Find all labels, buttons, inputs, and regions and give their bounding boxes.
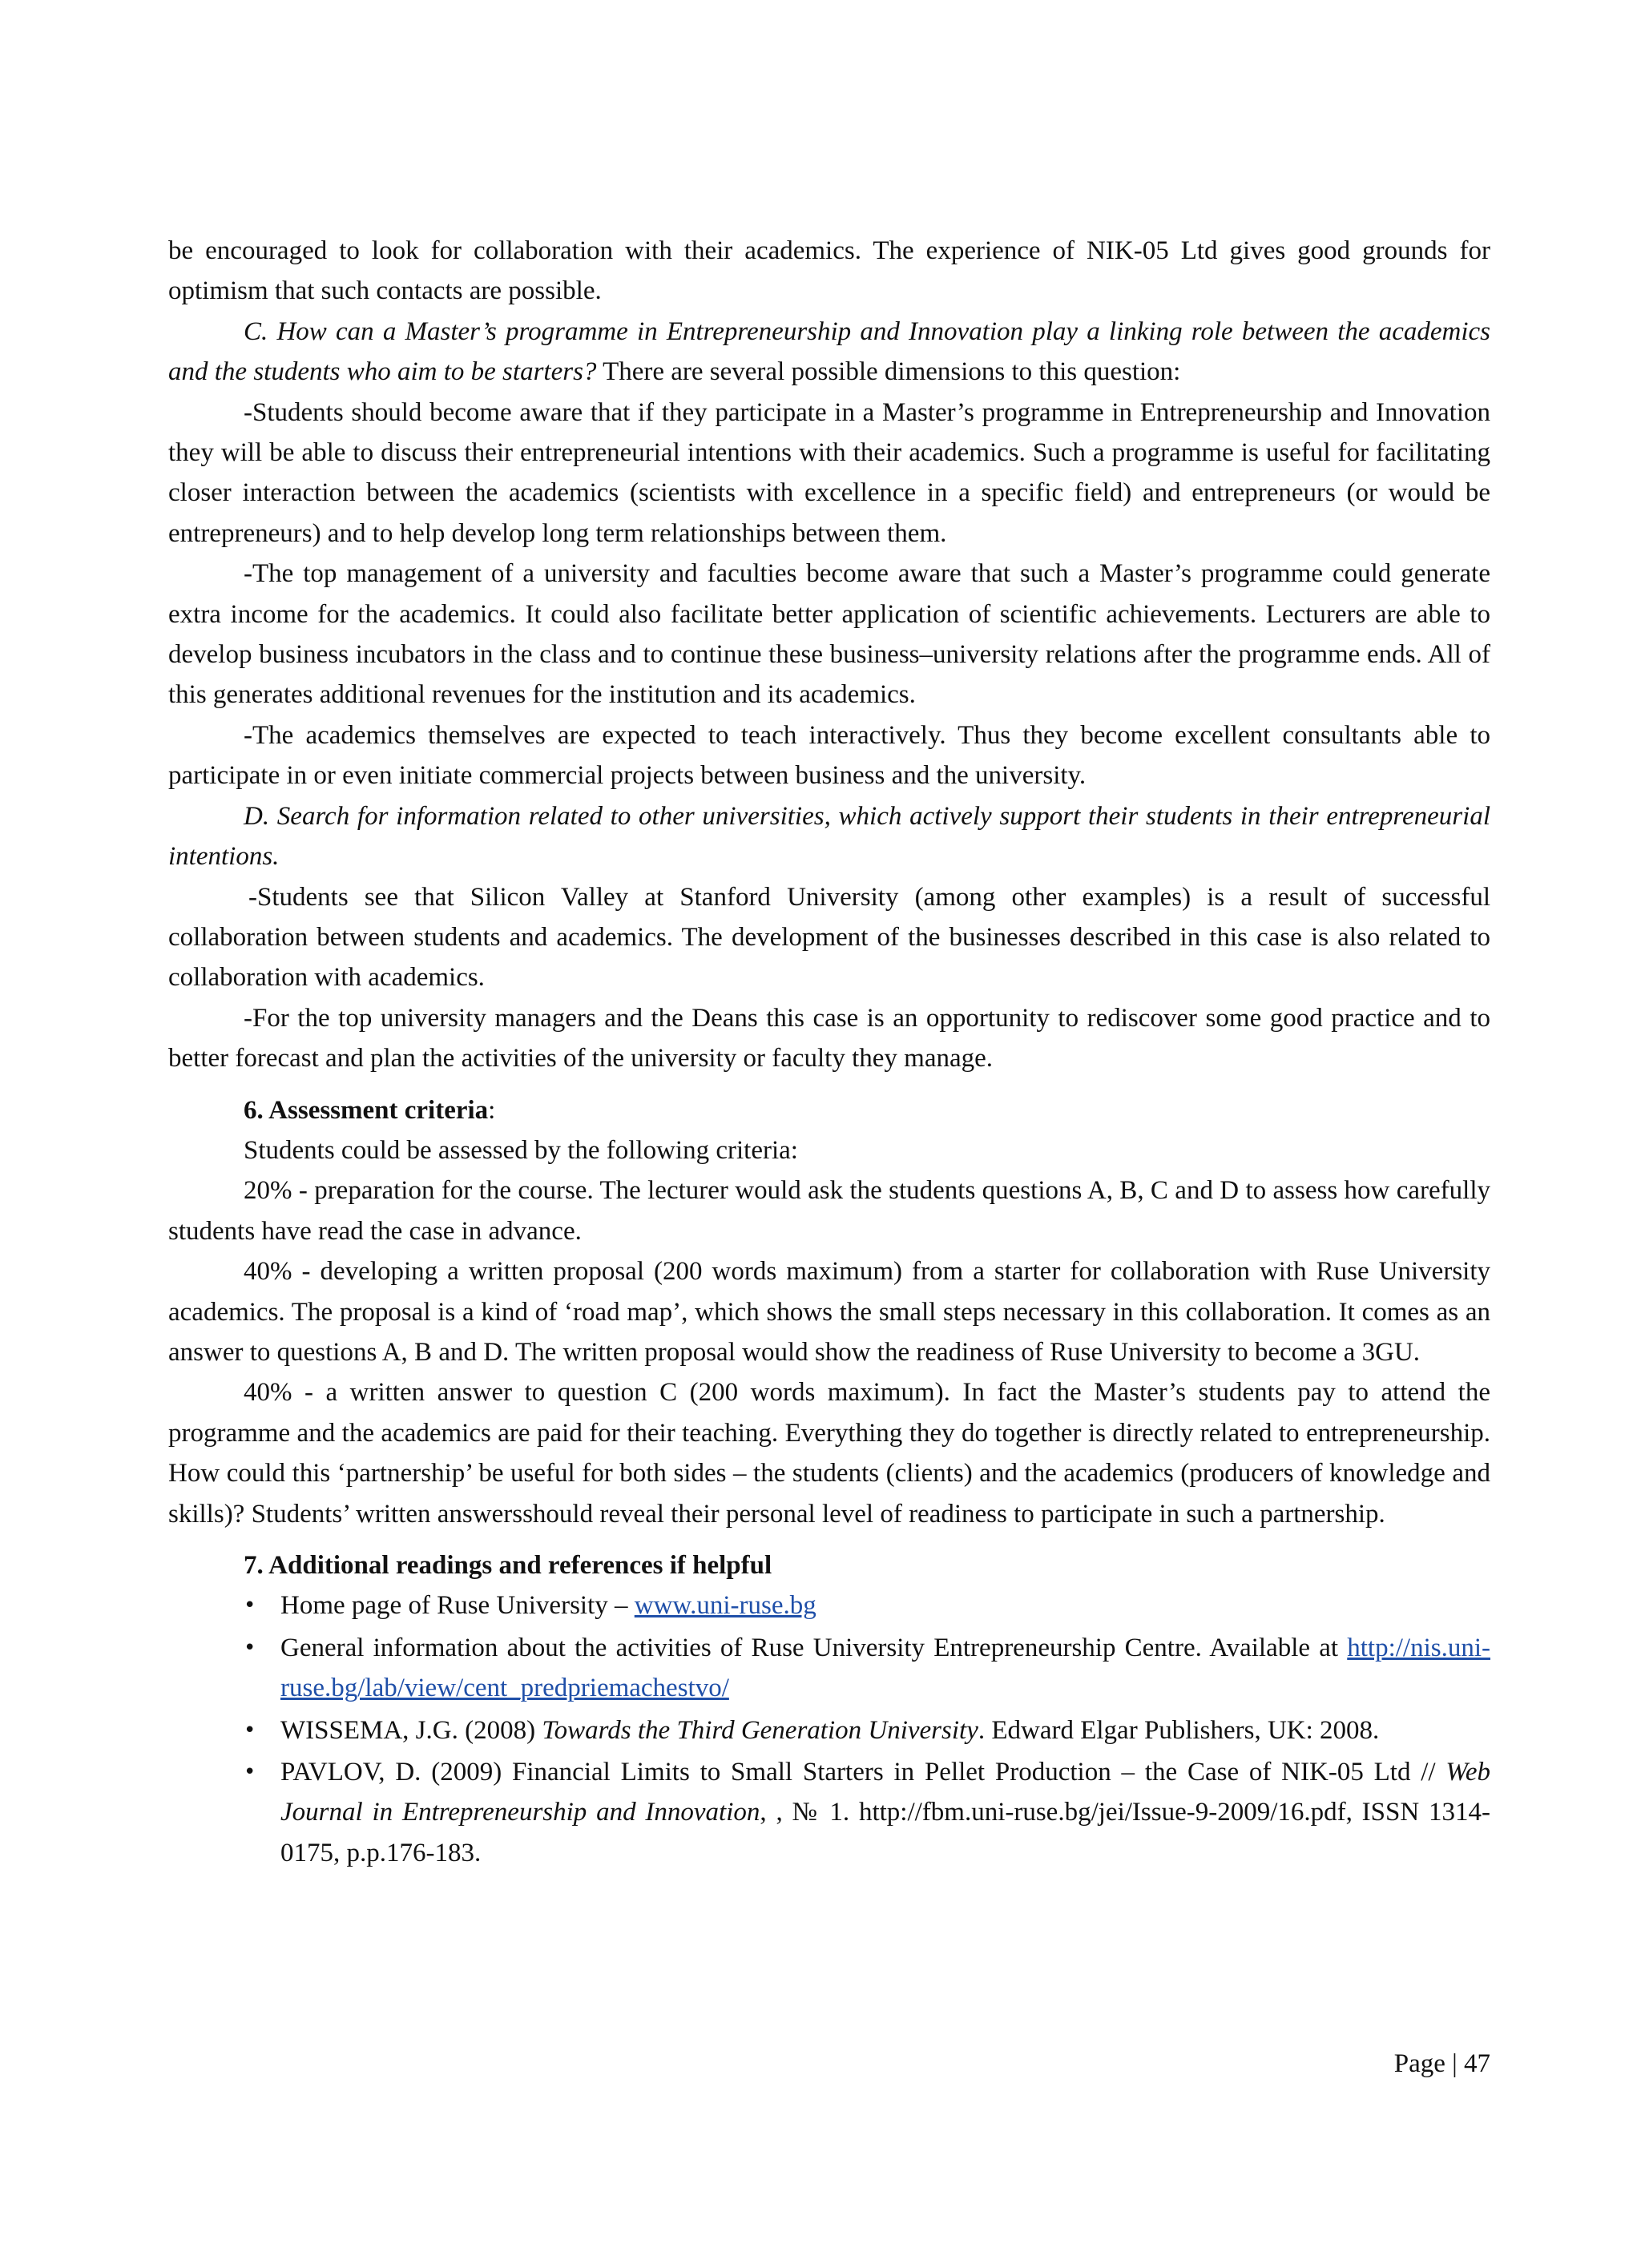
bullet-icon: •: [244, 1718, 256, 1742]
question-d-paragraph: [168, 796, 1490, 877]
silicon-valley-paragraph: -Students see that Silicon Valley at Stanford University (among other examples) is a result of successful collaboration between students and academics. The development of the businesses described in this case is also related to collaboration with academics.: [168, 882, 1490, 993]
assessment-heading: [168, 1090, 1490, 1130]
bullet-icon: •: [244, 1593, 256, 1618]
references-heading: 7. Additional readings and references if helpful: [244, 1551, 772, 1580]
question-c-intro: There are several possible dimensions to this question:: [596, 357, 1181, 387]
assessment-intro: Students could be assessed by the following criteria:: [244, 1135, 798, 1165]
deans-paragraph: -For the top university managers and the Deans this case is an opportunity to rediscover some good practice and to better forecast and plan the activities of the university or faculty they manage.: [168, 1003, 1490, 1074]
reference-item-entrepreneurship-centre: [244, 1628, 1490, 1709]
ruse-homepage-link[interactable]: www.uni-ruse.bg: [634, 1591, 816, 1621]
question-c-title: C. How can a Master’s programme in Entrepreneurship and Innovation play a linking role between the academics and the students who aim to be starters?: [168, 316, 1490, 387]
reference-text: . Edward Elgar Publishers, UK: 2008.: [978, 1715, 1380, 1745]
criterion-written-proposal: 40% - developing a written proposal (200 words maximum) from a starter for collaboration with Ruse University academics. The proposal is a kind of ‘road map’, which shows the small steps necessary in this collaboration. It comes as an answer to questions A, B and D. The written proposal would show the readiness of Ruse University to become a 3GU.: [168, 1257, 1490, 1367]
bullet-icon: •: [244, 1635, 256, 1660]
bullet-icon: •: [244, 1760, 256, 1785]
dimension-management-paragraph: -The top management of a university and faculties become aware that such a Master’s programme could generate extra income for the academics. It could also facilitate better application of scientific achievements. Lecturers are able to develop business incubators in the class and to continue these business–university relations after the programme ends. All of this generates additional revenues for the institution and its academics.: [168, 559, 1490, 710]
entrepreneurship-centre-link[interactable]: http://nis.uni-ruse.bg/lab/view/cent_predpriemachestvo/: [280, 1633, 1490, 1703]
document-page: [168, 231, 1490, 1875]
references-list: [168, 1585, 1490, 1873]
criterion-preparation: 20% - preparation for the course. The lecturer would ask the students questions A, B, C and D to assess how carefully students have read the case in advance.: [168, 1176, 1490, 1246]
reference-item-pavlov: [244, 1752, 1490, 1873]
question-d-title: D. Search for information related to other universities, which actively support their students in their entrepreneurial intentions.: [168, 801, 1490, 872]
assessment-heading-text: 6. Assessment criteria: [244, 1095, 489, 1125]
reference-text: WISSEMA, J.G. (2008): [280, 1715, 542, 1745]
reference-text: , , № 1. http://fbm.uni-ruse.bg/jei/Issue-9-2009/16.pdf, ISSN 1314-0175, p.p.176-183.: [280, 1798, 1490, 1867]
dimension-students-paragraph: -Students should become aware that if they participate in a Master’s programme in Entrepreneurship and Innovation they will be able to discuss their entrepreneurial intentions with their academics. Such a programme is useful for facilitating closer interaction between the academics (scientists with excellence in a specific field) and entrepreneurs (or would be entrepreneurs) and to help develop long term relationships between them.: [168, 397, 1490, 548]
paragraph-continuation: be encouraged to look for collaboration with their academics. The experience of NIK-05 Ltd gives good grounds for optimism that such contacts are possible.: [168, 236, 1490, 306]
assessment-heading-colon: :: [488, 1095, 496, 1125]
reference-item-wissema: [244, 1710, 1490, 1750]
question-c-paragraph: [168, 312, 1490, 393]
criterion-written-answer: 40% - a written answer to question C (200 words maximum). In fact the Master’s students pay to attend the programme and the academics are paid for their teaching. Everything they do together is directly related to entrepreneurship. How could this ‘partnership’ be useful for both sides – the students (clients) and the academics (producers of knowledge and skills)? Students’ written answersshould reveal their personal level of readiness to participate in such a partnership.: [168, 1378, 1490, 1529]
reference-book-title: Towards the Third Generation University: [542, 1715, 978, 1745]
page-number: Page | 47: [1393, 2049, 1490, 2078]
reference-text: General information about the activities of Ruse University Entrepreneurship Centre. Available at: [280, 1633, 1348, 1662]
dimension-academics-paragraph: -The academics themselves are expected to teach interactively. Thus they become excellent consultants able to participate in or even initiate commercial projects between business and the university.: [168, 720, 1490, 791]
reference-text: PAVLOV, D. (2009) Financial Limits to Small Starters in Pellet Production – the Case of NIK-05 Ltd //: [280, 1758, 1446, 1787]
reference-journal-title: Web Journal in Entrepreneurship and Innovation: [280, 1758, 1490, 1827]
reference-text: Home page of Ruse University –: [280, 1591, 635, 1621]
reference-item-homepage: [244, 1585, 1490, 1625]
